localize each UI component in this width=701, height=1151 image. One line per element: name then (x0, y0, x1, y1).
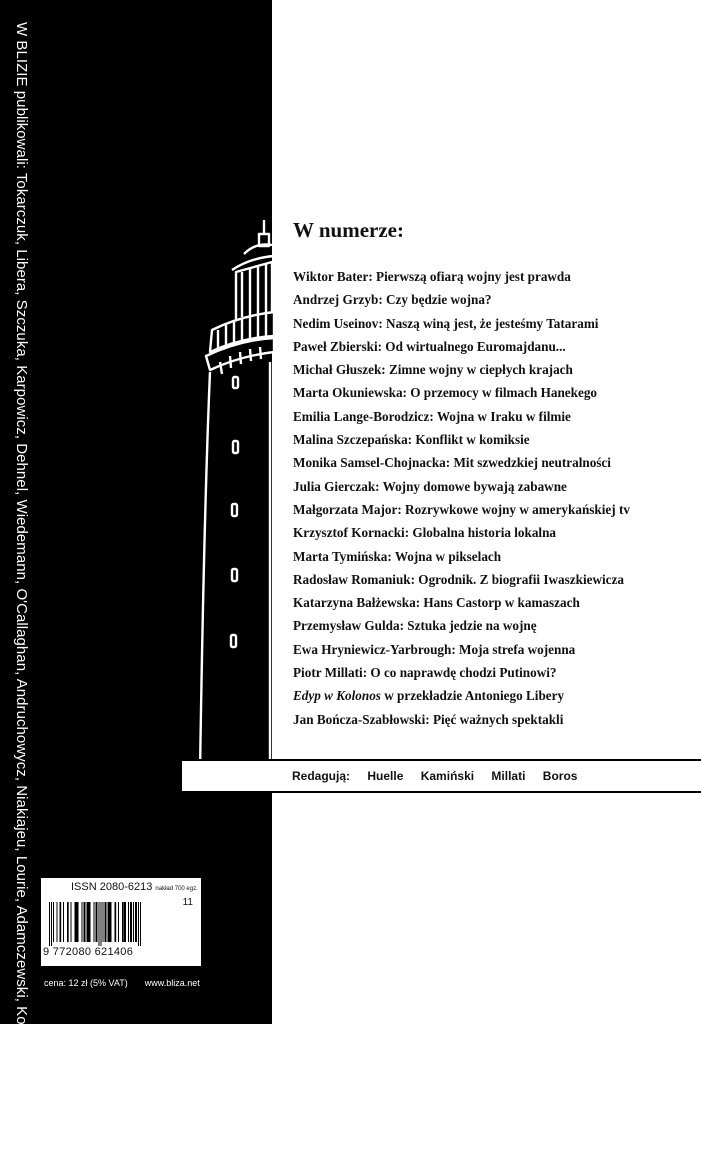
barcode-bar (101, 902, 102, 946)
contents-title: W numerze: (293, 218, 404, 242)
barcode-bar (51, 902, 52, 946)
contents-item: Nedim Useinov: Naszą winą jest, że jesteśmy Tatarami (293, 315, 599, 331)
barcode-bar (82, 902, 83, 942)
barcode-bar (96, 902, 98, 942)
contents-item: Monika Samsel-Chojnacka: Mit szwedzkiej neutralności (293, 455, 611, 471)
barcode-bar (124, 902, 126, 942)
spine-authors-text: W BLIZIE publikowali: Tokarczuk, Libera, Szczuka, Karpowicz, Dehnel, Wiedemann, O'Callaghan, Andruchowycz, Niakiajeu, Lourie, Adamczewski, Kowalewski, Springer (13, 22, 30, 1151)
barcode-bar (57, 902, 58, 942)
barcode-bars (47, 902, 193, 946)
contents-item: Ewa Hryniewicz-Yarbrough: Moja strefa wojenna (293, 641, 576, 657)
editors-bar (180, 759, 701, 793)
contents-item: Radosław Romaniuk: Ogrodnik. Z biografii Iwaszkiewicza (293, 571, 624, 587)
editors-label: Redagują: (292, 769, 351, 783)
issn-line (71, 881, 198, 893)
barcode-bar (63, 902, 64, 942)
lighthouse-illustration (196, 212, 276, 782)
contents-item: Krzysztof Kornacki: Globalna historia lokalna (293, 525, 557, 541)
barcode-bar (60, 902, 62, 942)
contents-section (293, 218, 693, 731)
barcode-bar (130, 902, 132, 942)
barcode-bar (71, 902, 72, 942)
barcode-bar (118, 902, 119, 942)
contents-item: Emilia Lange-Borodzicz: Wojna w Iraku w filmie (293, 408, 571, 424)
editor-name: Kamiński (420, 769, 475, 783)
website-link[interactable]: www.bliza.net (144, 978, 200, 988)
contents-item: Wiktor Bater: Pierwszą ofiarą wojny jest prawda (293, 269, 571, 284)
contents-item: Katarzyna Bałżewska: Hans Castorp w kamaszach (293, 595, 580, 611)
barcode-bar (128, 902, 129, 942)
edyp-title: Edyp w Kolonos (293, 688, 381, 704)
barcode-bar (77, 902, 79, 942)
barcode-box (41, 878, 201, 966)
contents-item: Paweł Zbierski: Od wirtualnego Euromajdanu... (293, 338, 566, 354)
print-run: nakład 700 egz. (155, 886, 198, 892)
barcode-bar (53, 902, 54, 942)
barcode-bar (89, 902, 91, 942)
barcode-bar (110, 902, 112, 942)
barcode-bar (138, 902, 139, 946)
barcode-bar (135, 902, 137, 942)
contents-item: Małgorzata Major: Rozrywkowe wojny w amerykańskiej tv (293, 501, 630, 517)
editors-line (292, 769, 591, 783)
issn-number: ISSN 2080-6213 (71, 881, 153, 893)
contents-item: Andrzej Grzyb: Czy będzie wojna? (293, 292, 492, 308)
barcode-bar (133, 902, 134, 942)
contents-item-edyp (293, 684, 693, 707)
editor-name: Millati (491, 769, 526, 783)
price-text: cena: 12 zł (5% VAT) (44, 978, 128, 988)
contents-item: Przemysław Gulda: Sztuka jedzie na wojnę (293, 618, 537, 634)
barcode-bar (49, 902, 50, 946)
barcode-bar (140, 902, 141, 946)
footer-line (44, 978, 217, 988)
contents-item: Malina Szczepańska: Konflikt w komiksie (293, 432, 530, 448)
contents-item: Jan Bończa-Szabłowski: Pięć ważnych spektakli (293, 711, 564, 727)
barcode-bar (84, 902, 86, 942)
barcode-bar (67, 902, 69, 942)
edyp-rest: w przekładzie Antoniego Libery (380, 688, 565, 704)
editor-name: Huelle (367, 769, 404, 783)
barcode-bar (99, 902, 100, 946)
barcode-bar (103, 902, 104, 942)
editor-name: Boros (542, 769, 578, 783)
barcode-bar (122, 902, 124, 942)
contents-item: Piotr Millati: O co naprawdę chodzi Putinowi? (293, 665, 557, 681)
barcode-bar (115, 902, 117, 942)
contents-item: Marta Tymińska: Wojna w pikselach (293, 548, 502, 564)
issue-number: 11 (182, 897, 193, 908)
barcode-digits: 9 772080 621406 (43, 946, 134, 958)
barcode-bar (94, 902, 95, 942)
contents-item: Marta Okuniewska: O przemocy w filmach Hanekego (293, 385, 598, 401)
contents-list (293, 265, 693, 731)
contents-item: Michał Głuszek: Zimne wojny w ciepłych krajach (293, 362, 573, 378)
contents-item: Julia Gierczak: Wojny domowe bywają zabawne (293, 478, 567, 494)
barcode-bar (105, 902, 107, 942)
